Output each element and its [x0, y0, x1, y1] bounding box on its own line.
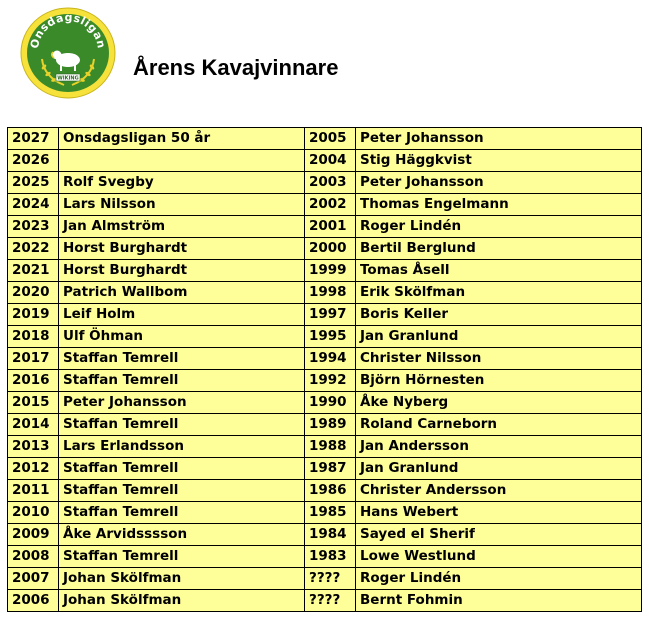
left-winner-cell: Horst Burghardt [59, 238, 305, 260]
table-row [8, 370, 642, 392]
right-year-cell: 1987 [305, 458, 356, 480]
left-winner-cell: Staffan Temrell [59, 502, 305, 524]
right-winner-cell: Bernt Fohmin [356, 590, 642, 612]
left-winner-cell: Staffan Temrell [59, 414, 305, 436]
left-year-cell: 2027 [8, 128, 59, 150]
table-row [8, 414, 642, 436]
left-year-cell: 2007 [8, 568, 59, 590]
left-year-cell: 2008 [8, 546, 59, 568]
table-row [8, 304, 642, 326]
right-year-cell: 1999 [305, 260, 356, 282]
left-year-cell: 2014 [8, 414, 59, 436]
right-year-cell: 2003 [305, 172, 356, 194]
left-year-cell: 2026 [8, 150, 59, 172]
right-winner-cell: Stig Häggkvist [356, 150, 642, 172]
left-year-cell: 2017 [8, 348, 59, 370]
right-year-cell: 2000 [305, 238, 356, 260]
left-winner-cell: Jan Almström [59, 216, 305, 238]
left-winner-cell: Johan Skölfman [59, 590, 305, 612]
right-year-cell: 1984 [305, 524, 356, 546]
right-year-cell: 1992 [305, 370, 356, 392]
right-winner-cell: Roger Lindén [356, 568, 642, 590]
left-year-cell: 2019 [8, 304, 59, 326]
right-winner-cell: Åke Nyberg [356, 392, 642, 414]
table-row [8, 216, 642, 238]
left-year-cell: 2023 [8, 216, 59, 238]
table-row [8, 194, 642, 216]
right-winner-cell: Thomas Engelmann [356, 194, 642, 216]
right-year-cell: 1994 [305, 348, 356, 370]
logo-badge-text: WIKING [57, 75, 79, 82]
left-winner-cell: Peter Johansson [59, 392, 305, 414]
table-row [8, 436, 642, 458]
table-row [8, 128, 642, 150]
right-year-cell: 1989 [305, 414, 356, 436]
left-winner-cell [59, 150, 305, 172]
left-year-cell: 2013 [8, 436, 59, 458]
left-winner-cell: Ulf Öhman [59, 326, 305, 348]
right-year-cell: ???? [305, 590, 356, 612]
right-winner-cell: Hans Webert [356, 502, 642, 524]
table-row [8, 238, 642, 260]
right-winner-cell: Roland Carneborn [356, 414, 642, 436]
winners-table [7, 127, 642, 612]
right-winner-cell: Roger Lindén [356, 216, 642, 238]
right-year-cell: 1985 [305, 502, 356, 524]
right-winner-cell: Christer Andersson [356, 480, 642, 502]
right-year-cell: 2001 [305, 216, 356, 238]
right-winner-cell: Erik Skölfman [356, 282, 642, 304]
left-year-cell: 2022 [8, 238, 59, 260]
table-row [8, 524, 642, 546]
table-row [8, 172, 642, 194]
right-year-cell: 2002 [305, 194, 356, 216]
left-year-cell: 2009 [8, 524, 59, 546]
table-row [8, 150, 642, 172]
left-year-cell: 2011 [8, 480, 59, 502]
left-year-cell: 2024 [8, 194, 59, 216]
table-row [8, 568, 642, 590]
right-winner-cell: Sayed el Sherif [356, 524, 642, 546]
right-year-cell: 2005 [305, 128, 356, 150]
table-row [8, 392, 642, 414]
left-year-cell: 2025 [8, 172, 59, 194]
table-row [8, 326, 642, 348]
right-year-cell: 1986 [305, 480, 356, 502]
left-winner-cell: Staffan Temrell [59, 348, 305, 370]
left-winner-cell: Staffan Temrell [59, 370, 305, 392]
left-winner-cell: Staffan Temrell [59, 480, 305, 502]
right-year-cell: 1988 [305, 436, 356, 458]
right-winner-cell: Jan Granlund [356, 458, 642, 480]
left-winner-cell: Horst Burghardt [59, 260, 305, 282]
table-row [8, 282, 642, 304]
right-year-cell: 2004 [305, 150, 356, 172]
right-winner-cell: Jan Granlund [356, 326, 642, 348]
left-year-cell: 2012 [8, 458, 59, 480]
right-winner-cell: Christer Nilsson [356, 348, 642, 370]
left-year-cell: 2010 [8, 502, 59, 524]
table-row [8, 480, 642, 502]
right-winner-cell: Jan Andersson [356, 436, 642, 458]
left-winner-cell: Johan Skölfman [59, 568, 305, 590]
left-winner-cell: Rolf Svegby [59, 172, 305, 194]
winners-table-body [8, 128, 642, 612]
onsdagsligan-logo [20, 7, 116, 99]
right-winner-cell: Peter Johansson [356, 128, 642, 150]
table-row [8, 590, 642, 612]
right-year-cell: 1990 [305, 392, 356, 414]
left-year-cell: 2021 [8, 260, 59, 282]
left-year-cell: 2015 [8, 392, 59, 414]
left-winner-cell: Patrich Wallbom [59, 282, 305, 304]
left-winner-cell: Lars Erlandsson [59, 436, 305, 458]
right-winner-cell: Tomas Åsell [356, 260, 642, 282]
right-winner-cell: Bertil Berglund [356, 238, 642, 260]
table-row [8, 260, 642, 282]
right-winner-cell: Lowe Westlund [356, 546, 642, 568]
right-year-cell: 1995 [305, 326, 356, 348]
left-winner-cell: Staffan Temrell [59, 546, 305, 568]
left-year-cell: 2020 [8, 282, 59, 304]
logo-name-text: Onsdagsligan [27, 10, 109, 50]
right-winner-cell: Boris Keller [356, 304, 642, 326]
right-year-cell: 1983 [305, 546, 356, 568]
right-year-cell: 1998 [305, 282, 356, 304]
left-winner-cell: Staffan Temrell [59, 458, 305, 480]
right-year-cell: ???? [305, 568, 356, 590]
right-winner-cell: Peter Johansson [356, 172, 642, 194]
left-winner-cell: Onsdagsligan 50 år [59, 128, 305, 150]
left-winner-cell: Åke Arvidsssson [59, 524, 305, 546]
left-winner-cell: Lars Nilsson [59, 194, 305, 216]
right-year-cell: 1997 [305, 304, 356, 326]
left-year-cell: 2018 [8, 326, 59, 348]
left-winner-cell: Leif Holm [59, 304, 305, 326]
table-row [8, 546, 642, 568]
table-row [8, 458, 642, 480]
table-row [8, 348, 642, 370]
right-winner-cell: Björn Hörnesten [356, 370, 642, 392]
table-row [8, 502, 642, 524]
left-year-cell: 2016 [8, 370, 59, 392]
page-title: Årens Kavajvinnare [133, 55, 339, 80]
left-year-cell: 2006 [8, 590, 59, 612]
